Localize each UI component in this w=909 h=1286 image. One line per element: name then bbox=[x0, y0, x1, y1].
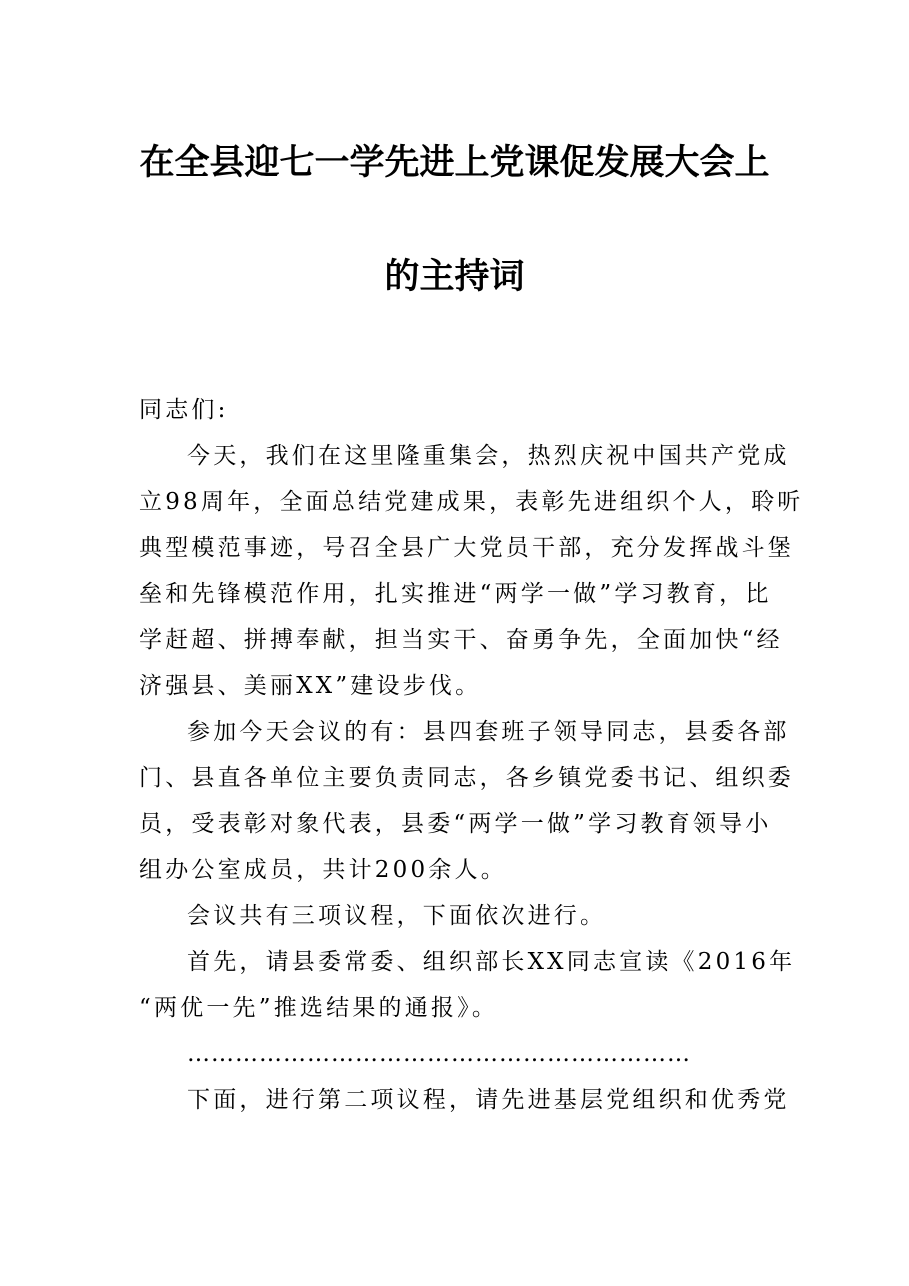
paragraph-opening bbox=[139, 433, 804, 709]
document-title-line-2: 的主持词 bbox=[384, 256, 525, 297]
paragraph-attendees bbox=[139, 709, 794, 893]
paragraph-line: 学赶超、拼搏奉献，担当实干、奋勇争先，全面加快“经 bbox=[139, 627, 783, 653]
document-body bbox=[139, 387, 804, 1123]
paragraph-agenda bbox=[139, 893, 775, 939]
paragraph-second-item bbox=[139, 1077, 790, 1123]
paragraph-line: 首先，请县委常委、组织部长XX同志宣读《2016年 bbox=[187, 949, 796, 975]
paragraph-line: 组办公室成员，共计200余人。 bbox=[139, 857, 507, 883]
paragraph-line: 今天，我们在这里隆重集会，热烈庆祝中国共产党成 bbox=[187, 443, 790, 469]
paragraph-line: 门、县直各单位主要负责同志，各乡镇党委书记、组织委 bbox=[139, 765, 794, 791]
paragraph-line: 济强县、美丽XX”建设步伐。 bbox=[139, 673, 482, 699]
paragraph-line: 会议共有三项议程，下面依次进行。 bbox=[187, 903, 607, 929]
paragraph-line: 立98周年，全面总结党建成果，表彰先进组织个人，聆听 bbox=[139, 489, 804, 515]
paragraph-line: 下面，进行第二项议程，请先进基层党组织和优秀党 bbox=[187, 1087, 790, 1113]
paragraph-line: 参加今天会议的有：县四套班子领导同志，县委各部 bbox=[187, 719, 790, 745]
paragraph-line: “两优一先”推选结果的通报》。 bbox=[139, 995, 499, 1021]
paragraph-ellipsis bbox=[139, 1031, 775, 1077]
paragraph-first-item bbox=[139, 939, 796, 1031]
paragraph-line: 垒和先锋模范作用，扎实推进“两学一做”学习教育，比 bbox=[139, 581, 772, 607]
paragraph-line: 员，受表彰对象代表，县委“两学一做”学习教育领导小 bbox=[139, 811, 772, 837]
paragraph-line: 典型模范事迹，号召全县广大党员干部，充分发挥战斗堡 bbox=[139, 535, 794, 561]
document-title-line-1: 在全县迎七一学先进上党课促发展大会上 bbox=[139, 142, 770, 183]
salutation: 同志们: bbox=[139, 397, 229, 423]
ellipsis-line: ……………………………………………………… bbox=[187, 1041, 691, 1067]
